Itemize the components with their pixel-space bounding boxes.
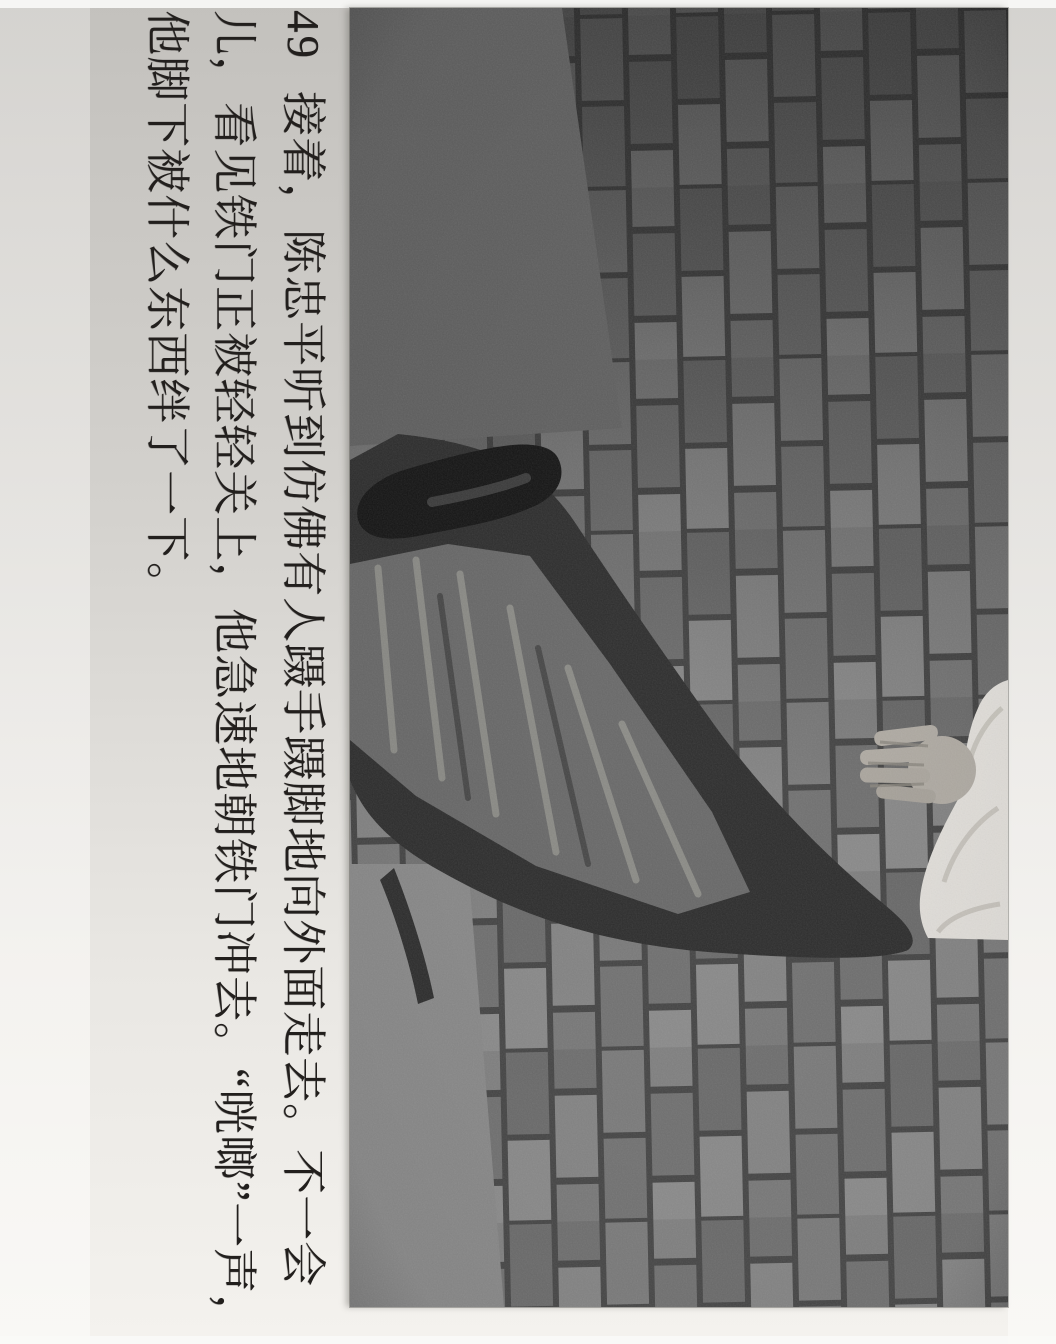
caption-line-1-text: 接着，陈忠平听到仿佛有人蹑手蹑脚地向外面走去。不一会 xyxy=(278,91,328,1288)
page-number: 49 xyxy=(278,10,328,61)
photo-illustration xyxy=(350,8,1008,1307)
caption-line xyxy=(272,10,334,1287)
page-top-margin xyxy=(1008,0,1056,1344)
page-bottom-margin xyxy=(0,0,90,1344)
caption-line-3-text: 他脚下被什么东西绊了一下。 xyxy=(142,10,192,609)
page-right-edge xyxy=(0,1336,1056,1344)
page-left-edge xyxy=(0,0,1056,8)
photo-grain xyxy=(350,8,1008,1307)
photo-image xyxy=(350,8,1008,1307)
caption-line-2-text: 儿，看见铁门正被轻轻关上，他急速地朝铁门冲去。“咣啷”一声， xyxy=(209,10,259,1340)
